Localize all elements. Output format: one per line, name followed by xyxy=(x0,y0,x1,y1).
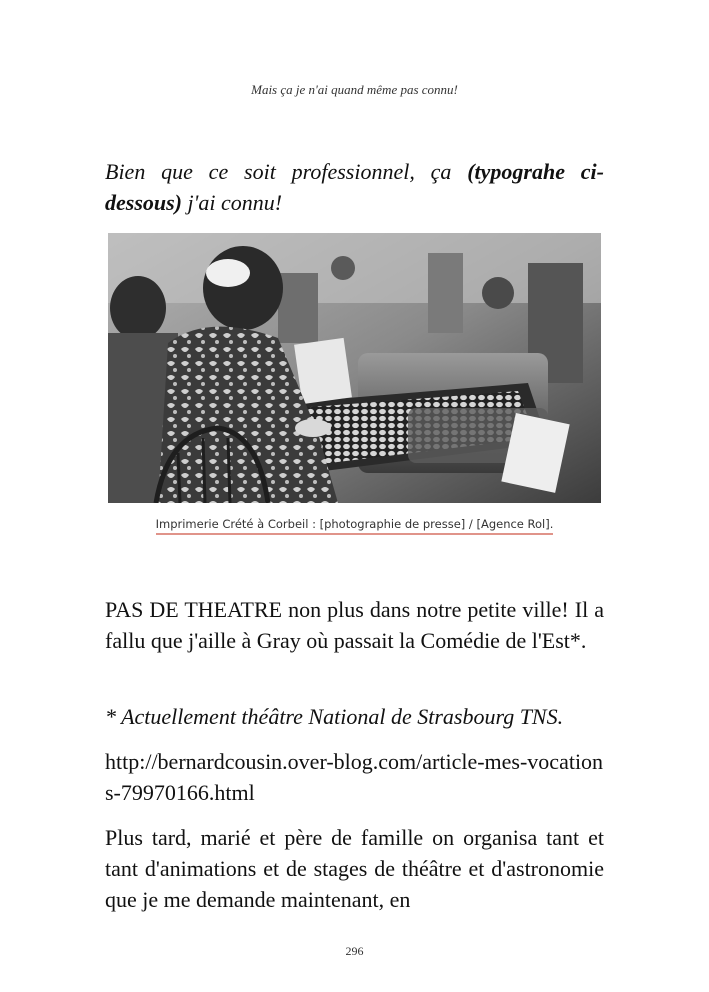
photo-caption xyxy=(0,517,709,535)
photo-caption-text: Imprimerie Crété à Corbeil : [photographie de presse] / [Agence Rol]. xyxy=(156,517,554,535)
footnote-text: * Actuellement théâtre National de Strasbourg TNS. xyxy=(105,704,564,729)
typesetting-photo xyxy=(108,233,601,503)
intro-text-before: Bien que ce soit professionnel, ça xyxy=(105,159,468,184)
blog-link[interactable]: http://bernardcousin.over-blog.com/article-mes-vocations-79970166.html xyxy=(105,749,604,805)
intro-text-after: j'ai connu! xyxy=(182,190,283,215)
page-number: 296 xyxy=(345,944,364,958)
intro-bold-text: (typograhe ci-dessous) xyxy=(105,159,604,215)
paragraph-later: Plus tard, marié et père de famille on organisa tant et tant d'animations et de stages de théâtre et d'astronomie que je me demande maintenant, en xyxy=(105,825,604,912)
linotype-photo-illustration xyxy=(108,233,601,503)
intro-paragraph xyxy=(105,156,604,218)
paragraph-theatre: PAS DE THEATRE non plus dans notre petite ville! Il a fallu que j'aille à Gray où passait la Comédie de l'Est*. xyxy=(105,597,604,653)
running-header: Mais ça je n'ai quand même pas connu! xyxy=(251,82,458,97)
